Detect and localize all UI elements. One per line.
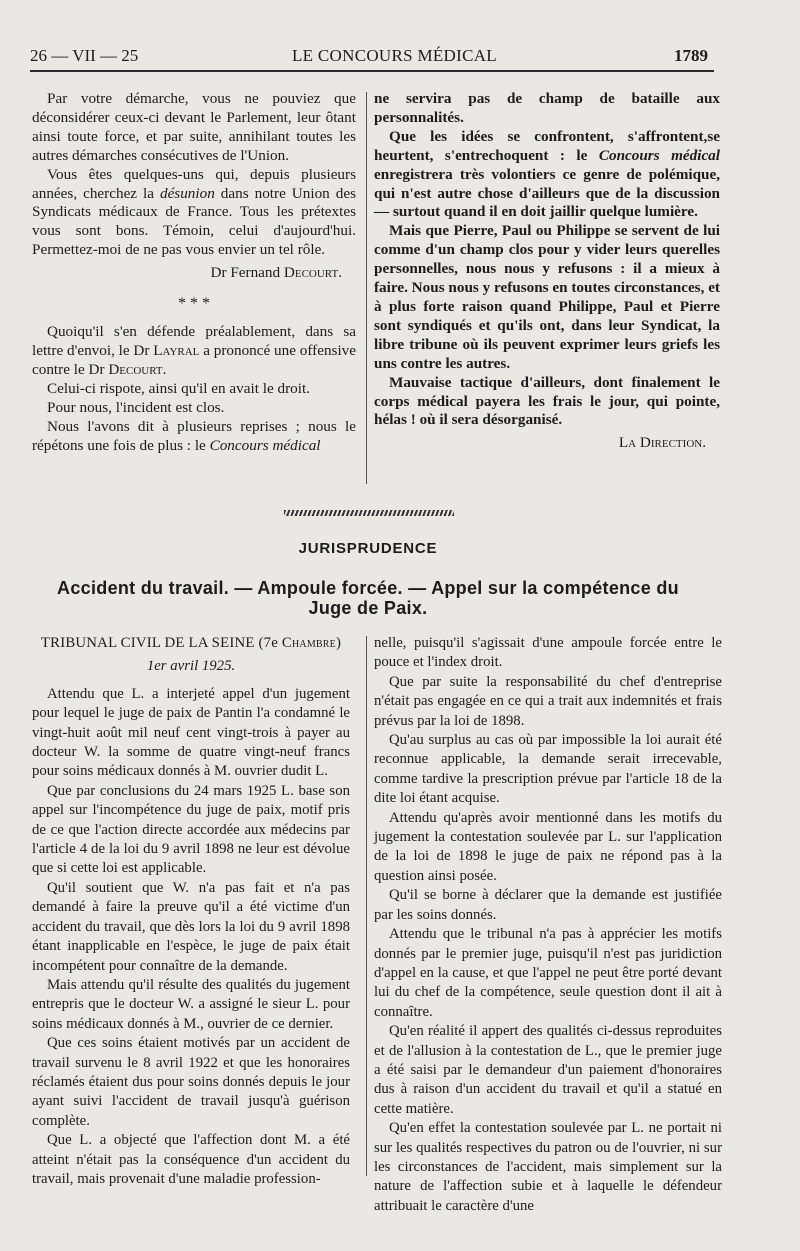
paragraph: Mais attendu qu'il résulte des qualités du jugement entrepris que le docteur W. a assigné le sieur L. pour soins médicaux donnés à M., ouvrier de ce dernier.	[32, 976, 350, 1032]
column-divider	[366, 636, 367, 1176]
paragraph: Qu'au surplus au cas où par impossible la loi aurait été reconnue applicable, la demande serait irrecevable, comme tardive la prescription prévue par l'article 18 de la dite loi étant acquise.	[374, 732, 722, 807]
paragraph: Que L. a objecté que l'affection dont M. a été atteint n'était pas la conséquence d'un accident du travail, mais provenait d'une maladie profession-	[32, 1132, 350, 1187]
paragraph: Par votre démarche, vous ne pouviez que déconsidérer ceux-ci devant le Parlement, leur ôtant ainsi toute force, et par suite, annihilant toutes les autres démarches consécutives de l'Union.	[32, 90, 356, 164]
article-title: Accident du travail. — Ampoule forcée. — Appel sur la compétence du Juge de Paix.	[57, 578, 679, 618]
paragraph: Quoiqu'il s'en défende préalablement, dans sa lettre d'envoi, le Dr Layral a prononcé une offensive contre le Dr Decourt.	[32, 323, 357, 378]
court-name: TRIBUNAL CIVIL DE LA SEINE (7e Chambre)	[40, 635, 342, 651]
paragraph: Mauvaise tactique d'ailleurs, dont finalement le corps médical payera les frais le jour, qui pointe, hélas ! où il sera désorganisé.	[374, 373, 720, 429]
paragraph: Que par suite la responsabilité du chef d'entreprise n'était pas engagée en ce qui a trait aux indemnités et frais prévus par la loi de 1898.	[374, 673, 722, 729]
paragraph: Qu'il se borne à déclarer que la demande est justifiée par les soins donnés.	[374, 887, 722, 923]
judgment-date: 1er avril 1925.	[146, 658, 236, 675]
paragraph: Pour nous, l'incident est clos.	[47, 398, 225, 416]
section-separator-stars: * * *	[178, 295, 210, 313]
signature: Dr Fernand Decourt.	[210, 264, 342, 282]
paragraph: Qu'en réalité il appert des qualités ci-dessus reproduites et de l'allusion à la contestation de L., que le premier juge a été saisi par le demandeur d'un paiement d'honoraires dus à raison d'un accident du travail et qu'il a statué en cette matière.	[374, 1023, 722, 1117]
running-header	[30, 46, 714, 72]
bottom-right-column	[374, 634, 722, 1216]
decorative-rule	[284, 510, 454, 516]
signature: La Direction.	[618, 434, 706, 452]
section-heading: JURISPRUDENCE	[298, 540, 438, 557]
paragraph: Que par conclusions du 24 mars 1925 L. base son appel sur l'incompétence du juge de paix, motif pris de ce que l'action directe accordée aux médecins par l'article 4 de la loi du 9 avril 1898 ne leur est dévolue que si cette loi est applicable.	[32, 782, 350, 877]
header-journal-title: LE CONCOURS MÉDICAL	[292, 46, 497, 65]
paragraph: Attendu que L. a interjeté appel d'un jugement pour lequel le juge de paix de Pantin l'a condamné le vingt-huit août mil neuf cent vingt-trois à payer au docteur W. la somme de quatre vingt-neuf francs pour soins médicaux donnés à M. ouvrier dudit L.	[32, 685, 350, 780]
paragraph: Que ces soins étaient motivés par un accident de travail survenu le 8 avril 1922 et que les honoraires réclamés étaient dus pour soins donnés depuis le jour ayant suivi l'accident de travail jusqu'à guérison complète.	[32, 1035, 350, 1129]
header-page-number: 1789	[674, 46, 708, 65]
top-left-column	[32, 90, 356, 455]
paragraph: Vous êtes quelques-uns qui, depuis plusieurs années, cherchez la désunion dans notre Union des Syndicats médicaux de France. Tous les prétextes vous sont bons. Témoin, celui d'aujourd'hui. Permettez-moi de ne pas vous envier un tel rôle.	[32, 165, 356, 259]
paragraph: Attendu qu'après avoir mentionné dans les motifs du jugement la contestation soulevée par L. sur l'application de la loi de 1898 le juge de paix ne répond pas à la question ainsi posée.	[374, 809, 722, 884]
paragraph: Qu'en effet la contestation soulevée par L. ne portait ni sur les qualités respectives du patron ou de l'ouvrier, ni sur les circonstances de l'accident, mais simplement sur la nature de l'affection subie et à laquelle le défendeur attribuait le caractère d'une	[374, 1120, 722, 1214]
paragraph: Attendu que le tribunal n'a pas à apprécier les motifs donnés par le premier juge, puisqu'il n'est pas juridiction d'appel en la cause, et que l'appel ne peut être porté devant lui du chef de la compétence, seule question dont il ait à connaître.	[374, 926, 722, 1020]
bottom-left-column	[32, 634, 350, 1189]
paragraph: Celui-ci rispote, ainsi qu'il en avait le droit.	[47, 379, 310, 397]
paragraph: Mais que Pierre, Paul ou Philippe se servent de lui comme d'un champ clos pour y vider leurs querelles personnelles, nous nous y refusons : il a mieux à faire. Nous nous y refusons en toutes circonstances, et à plus forte raison quand Philippe, Paul et Pierre sont syndiqués et qu'ils ont, dans leur Syndicat, la libre tribune où ils peuvent exprimer leurs griefs les uns contre les autres.	[374, 222, 720, 372]
column-divider	[366, 92, 367, 484]
top-right-column	[374, 90, 720, 453]
paragraph: Nous l'avons dit à plusieurs reprises ; nous le répétons une fois de plus : le Concours médical	[32, 417, 356, 454]
paragraph: Que les idées se confrontent, s'affrontent,se heurtent, s'entrechoquent : le Concours médical enregistrera très volontiers ce genre de polémique, qui n'est autre chose d'ailleurs que de la discussion — surtout quand il en doit jaillir quelque lumière.	[374, 127, 720, 221]
paragraph: ne servira pas de champ de bataille aux personnalités.	[374, 90, 720, 126]
header-issue-date: 26 — VII — 25	[30, 46, 139, 65]
paragraph: Qu'il soutient que W. n'a pas fait et n'a pas demandé à faire la preuve qu'il a été victime d'un accident du travail, que dès lors la loi du 9 avril 1898 étant inapplicable en l'espèce, le juge de paix était incompétent pour connaître de la demande.	[32, 879, 350, 974]
paragraph: nelle, puisqu'il s'agissait d'une ampoule forcée entre le pouce et l'index droit.	[374, 635, 722, 671]
